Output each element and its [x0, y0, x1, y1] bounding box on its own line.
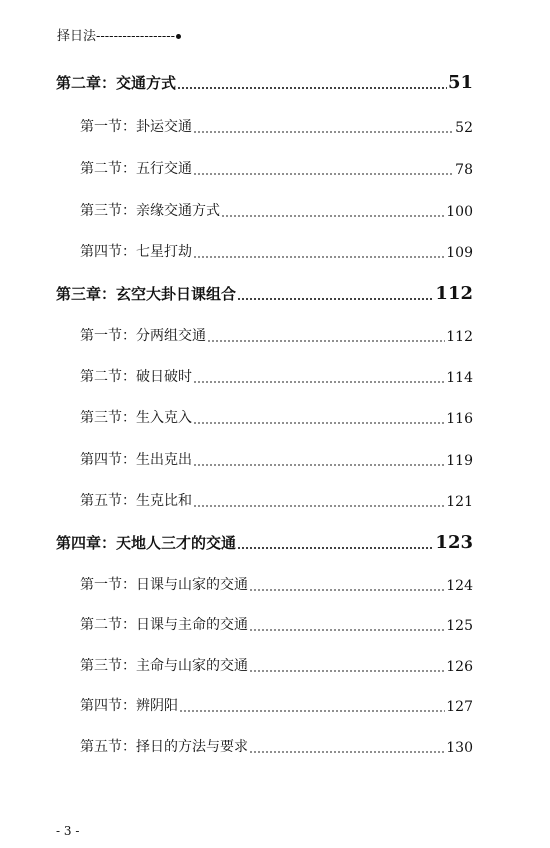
toc-entry-label: 第三节：亲缘交通方式	[80, 203, 220, 219]
toc-section-entry[interactable]	[80, 449, 473, 469]
toc-section-entry[interactable]	[80, 695, 473, 715]
dot-leader	[193, 505, 445, 507]
toc-section-entry[interactable]	[80, 241, 473, 261]
dot-leader	[249, 751, 445, 753]
toc-entry-page-number: 121	[446, 494, 473, 510]
toc-entry-page-number: 114	[446, 370, 473, 386]
dot-leader	[193, 381, 445, 383]
toc-section-entry[interactable]	[80, 736, 473, 756]
toc-section-entry[interactable]	[80, 200, 473, 220]
toc-entry-page-number: 78	[455, 162, 473, 178]
toc-entry-page-number: 125	[446, 618, 473, 634]
toc-entry-page-number: 126	[446, 659, 473, 675]
toc-entry-page-number: 119	[446, 453, 473, 469]
page-number: - 3 -	[56, 824, 80, 838]
toc-entry-page-number: 123	[435, 532, 473, 553]
toc-entry-page-number: 124	[446, 578, 473, 594]
toc-entry-label: 第一节：日课与山家的交通	[80, 577, 248, 593]
toc-chapter-entry[interactable]	[56, 283, 473, 304]
toc-entry-page-number: 100	[446, 204, 473, 220]
dot-leader	[249, 629, 445, 631]
toc-entry-page-number: 127	[446, 699, 473, 715]
toc-section-entry[interactable]	[80, 325, 473, 345]
dot-leader	[193, 422, 445, 424]
toc-entry-label: 第三节：生入克入	[80, 410, 192, 426]
toc-section-entry[interactable]	[80, 158, 473, 178]
toc-entry-page-number: 52	[455, 120, 473, 136]
toc-entry-page-number: 51	[447, 72, 473, 93]
toc-entry-label: 第二节：破日破时	[80, 369, 192, 385]
toc-entry-label: 第三章：玄空大卦日课组合	[56, 285, 237, 303]
toc-section-entry[interactable]	[80, 614, 473, 634]
dot-leader	[221, 215, 445, 217]
dot-leader	[193, 173, 454, 175]
dot-leader	[193, 464, 445, 466]
dot-leader	[249, 670, 445, 672]
toc-entry-label: 第三节：主命与山家的交通	[80, 658, 248, 674]
toc-entry-page-number: 112	[446, 329, 473, 345]
toc-section-entry[interactable]	[80, 407, 473, 427]
toc-entry-label: 第二章：交通方式	[56, 74, 177, 92]
running-title: 择日法------------------	[57, 29, 176, 44]
toc-section-entry[interactable]	[80, 574, 473, 594]
dot-leader	[193, 131, 454, 133]
toc-section-entry[interactable]	[80, 366, 473, 386]
toc-entry-label: 第四章：天地人三才的交通	[56, 534, 237, 552]
toc-chapter-entry[interactable]	[56, 532, 473, 553]
toc-entry-label: 第二节：五行交通	[80, 161, 192, 177]
toc-chapter-entry[interactable]	[56, 72, 473, 93]
toc-entry-label: 第四节：七星打劫	[80, 244, 192, 260]
dot-leader	[237, 547, 434, 549]
toc-entry-label: 第五节：生克比和	[80, 493, 192, 509]
toc-entry-label: 第一节：卦运交通	[80, 119, 192, 135]
toc-entry-label: 第四节：生出克出	[80, 452, 192, 468]
toc-entry-page-number: 116	[446, 411, 473, 427]
dot-leader	[177, 87, 447, 89]
toc-entry-label: 第五节：择日的方法与要求	[80, 739, 248, 755]
toc-entry-page-number: 109	[446, 245, 473, 261]
dot-leader	[207, 340, 445, 342]
dot-leader	[249, 589, 445, 591]
dot-leader	[237, 298, 434, 300]
toc-entry-label: 第四节：辨阴阳	[80, 698, 178, 714]
toc-section-entry[interactable]	[80, 490, 473, 510]
toc-entry-label: 第一节：分两组交通	[80, 328, 206, 344]
toc-entry-label: 第二节：日课与主命的交通	[80, 617, 248, 633]
toc-entry-page-number: 112	[435, 283, 473, 304]
toc-entry-page-number: 130	[446, 740, 473, 756]
dot-leader	[193, 256, 445, 258]
dot-leader	[179, 710, 445, 712]
toc-section-entry[interactable]	[80, 116, 473, 136]
toc-section-entry[interactable]	[80, 655, 473, 675]
